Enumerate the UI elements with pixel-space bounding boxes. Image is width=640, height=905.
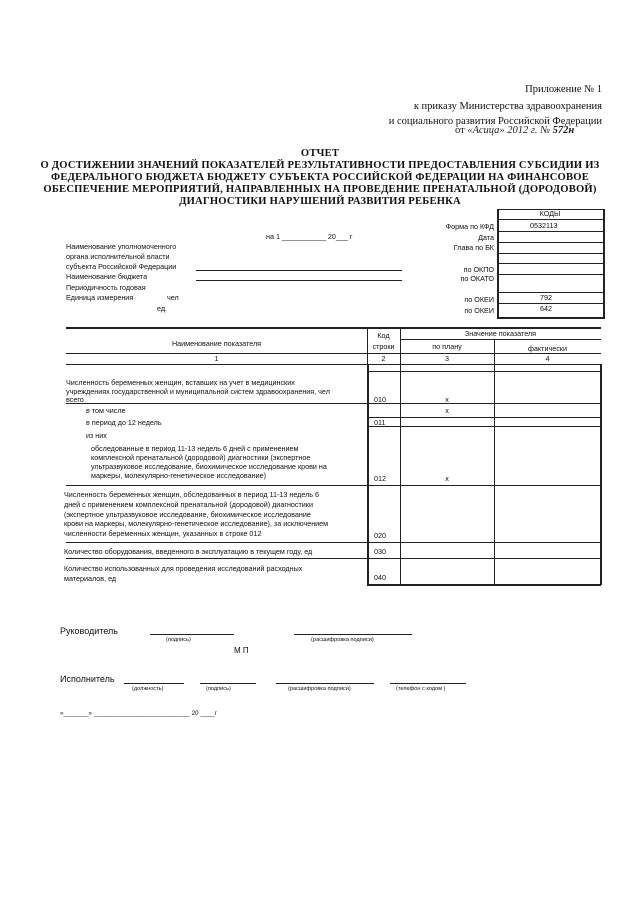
report-title-line-4: ОБЕСПЕЧЕНИЕ МЕРОПРИЯТИЙ, НАПРАВЛЕННЫХ НА ПРОВЕДЕНИЕ ПРЕНАТАЛЬНОЙ (ДОРОДОВОЙ) [43, 184, 597, 195]
row-020-text-2: дней с применением комплексной пренатальной (дородовой) диагностики [64, 500, 313, 509]
col-number-3: 3 [445, 354, 449, 363]
col-header-value: Значение показателя [464, 329, 537, 338]
okei-value-2: 642 [540, 304, 552, 313]
col-header-fact: фактически [528, 344, 567, 353]
stamp-place: М П [234, 646, 249, 655]
row-011-text-1: в том числе [86, 406, 126, 415]
row-010-text-2: учреждениях государственной и муниципальной систем здравоохранения, чел [66, 387, 330, 396]
row-020-code: 020 [374, 531, 386, 540]
okpo-label: по ОКПО [463, 265, 494, 274]
org-label-1: Наименование уполномоченного [66, 242, 177, 251]
signature-date-line[interactable]: «_______» ___________________________ 20 ____г [60, 710, 217, 717]
row-011-text-2: в период до 12 недель [86, 418, 162, 427]
executor-position-caption: (должность) [132, 686, 164, 692]
row-040-code: 040 [374, 573, 386, 582]
row-011-code: 011 [374, 418, 386, 427]
executor-phone-caption: (телефон с кодом ) [396, 686, 446, 692]
unit-persons: чел [167, 293, 179, 302]
row-012-code: 012 [374, 474, 386, 483]
executor-decode-field[interactable] [276, 683, 374, 684]
budget-label: Наименование бюджета [66, 272, 148, 281]
head-decode-field[interactable] [294, 634, 412, 635]
unit-label: Единица измерения [66, 293, 134, 302]
report-title-line-3: ФЕДЕРАЛЬНОГО БЮДЖЕТА БЮДЖЕТУ СУБЪЕКТА РОССИЙСКОЙ ФЕДЕРАЦИИ НА ФИНАНСОВОЕ [51, 172, 589, 183]
order-date: «Асица» 2012 г. № [467, 125, 550, 136]
appendix-line-3: и социального развития Российской Федерации [388, 116, 602, 127]
order-number: 572н [552, 125, 575, 136]
executor-signature-field[interactable] [200, 683, 256, 684]
executor-position-field[interactable] [124, 683, 184, 684]
okei-label-1: по ОКЕИ [464, 295, 494, 304]
row-012-text-5: маркеры, молекулярно-генетическое исследование) [91, 471, 266, 480]
form-label: Форма по КФД [445, 222, 494, 231]
col-header-plan: по плану [432, 342, 462, 351]
org-label-3: субъекта Российской Федерации [66, 262, 177, 271]
col-header-code: Код [377, 331, 390, 340]
row-010-plan[interactable]: х [445, 395, 449, 404]
head-decode-caption: (расшифровка подписи) [311, 637, 374, 643]
row-020-text-5: численности беременных женщин, указанных в строке 012 [64, 529, 262, 538]
col-number-2: 2 [381, 354, 386, 363]
col-number-4: 4 [545, 354, 550, 363]
org-field[interactable] [196, 270, 402, 271]
appendix-line-2: к приказу Министерства здравоохранения [413, 101, 602, 112]
row-020-text-1: Численность беременных женщин, обследованных в период 11-13 недель 6 [64, 490, 320, 499]
appendix-line-4: от «Асица» 2012 г. № 572н [455, 125, 575, 136]
col-header-code-2: строки [372, 342, 395, 351]
executor-phone-field[interactable] [390, 683, 466, 684]
okato-label: по ОКАТО [460, 274, 494, 283]
executor-decode-caption: (расшифровка подписи) [288, 686, 351, 692]
row-012-text-1: из них [86, 431, 107, 440]
okei-value-1: 792 [540, 293, 552, 302]
report-title-line-2: О ДОСТИЖЕНИИ ЗНАЧЕНИЙ ПОКАЗАТЕЛЕЙ РЕЗУЛЬТАТИВНОСТИ ПРЕДОСТАВЛЕНИЯ СУБСИДИИ ИЗ [40, 160, 600, 171]
row-012-text-4: ультразвуковое исследование, биохимическое исследование крови на [91, 462, 327, 471]
form-code: 0532113 [530, 221, 558, 230]
row-030-code: 030 [374, 547, 386, 556]
row-030-text-1: Количество оборудования, введенного в эксплуатацию в текущем году, ед [64, 547, 313, 556]
row-011-plan[interactable]: х [445, 406, 449, 415]
appendix-line-1: Приложение № 1 [525, 84, 602, 95]
unit-pieces: ед. [157, 304, 168, 313]
okei-label-2: по ОКЕИ [464, 306, 494, 315]
row-020-text-4: крови на маркеры, молекулярно-генетическое исследование), за исключением [64, 519, 329, 528]
glava-label: Глава по БК [453, 243, 494, 252]
row-010-text-3: всего [66, 395, 84, 404]
codes-header: КОДЫ [539, 209, 561, 218]
report-title: ОТЧЕТ [300, 148, 340, 159]
budget-field[interactable] [196, 280, 402, 281]
col-number-1: 1 [214, 354, 219, 363]
row-020-text-3: (экспертное ультразвуковое исследование, биохимическое исследование [64, 510, 311, 519]
org-label-2: органа исполнительной власти [66, 252, 170, 261]
report-title-line-5: ДИАГНОСТИКИ НАРУШЕНИЙ РАЗВИТИЯ РЕБЕНКА [179, 196, 461, 207]
date-label: Дата [478, 233, 494, 242]
row-012-plan[interactable]: х [445, 474, 449, 483]
row-012-text-3: комплексной пренатальной (дородовой) диагностики (экспертное [91, 453, 311, 462]
row-040-text-2: материалов, ед [64, 574, 117, 583]
row-012-text-2: обследованные в период 11-13 недель 6 дней с применением [91, 444, 299, 453]
row-010-text-1: Численность беременных женщин, вставших на учет в медицинских [66, 378, 295, 387]
period-label: Периодичность годовая [66, 283, 146, 292]
head-label: Руководитель [60, 626, 118, 636]
executor-signature-caption: (подпись) [206, 686, 231, 692]
executor-label: Исполнитель [60, 674, 115, 684]
report-date-line[interactable]: на 1 ___________ 20___ г [266, 232, 353, 241]
row-040-text-1: Количество использованных для проведения исследований расходных [64, 564, 303, 573]
row-010-code: 010 [374, 395, 386, 404]
col-header-name: Наименование показателя [171, 339, 262, 348]
head-signature-field[interactable] [150, 634, 234, 635]
head-signature-caption: (подпись) [166, 637, 191, 643]
